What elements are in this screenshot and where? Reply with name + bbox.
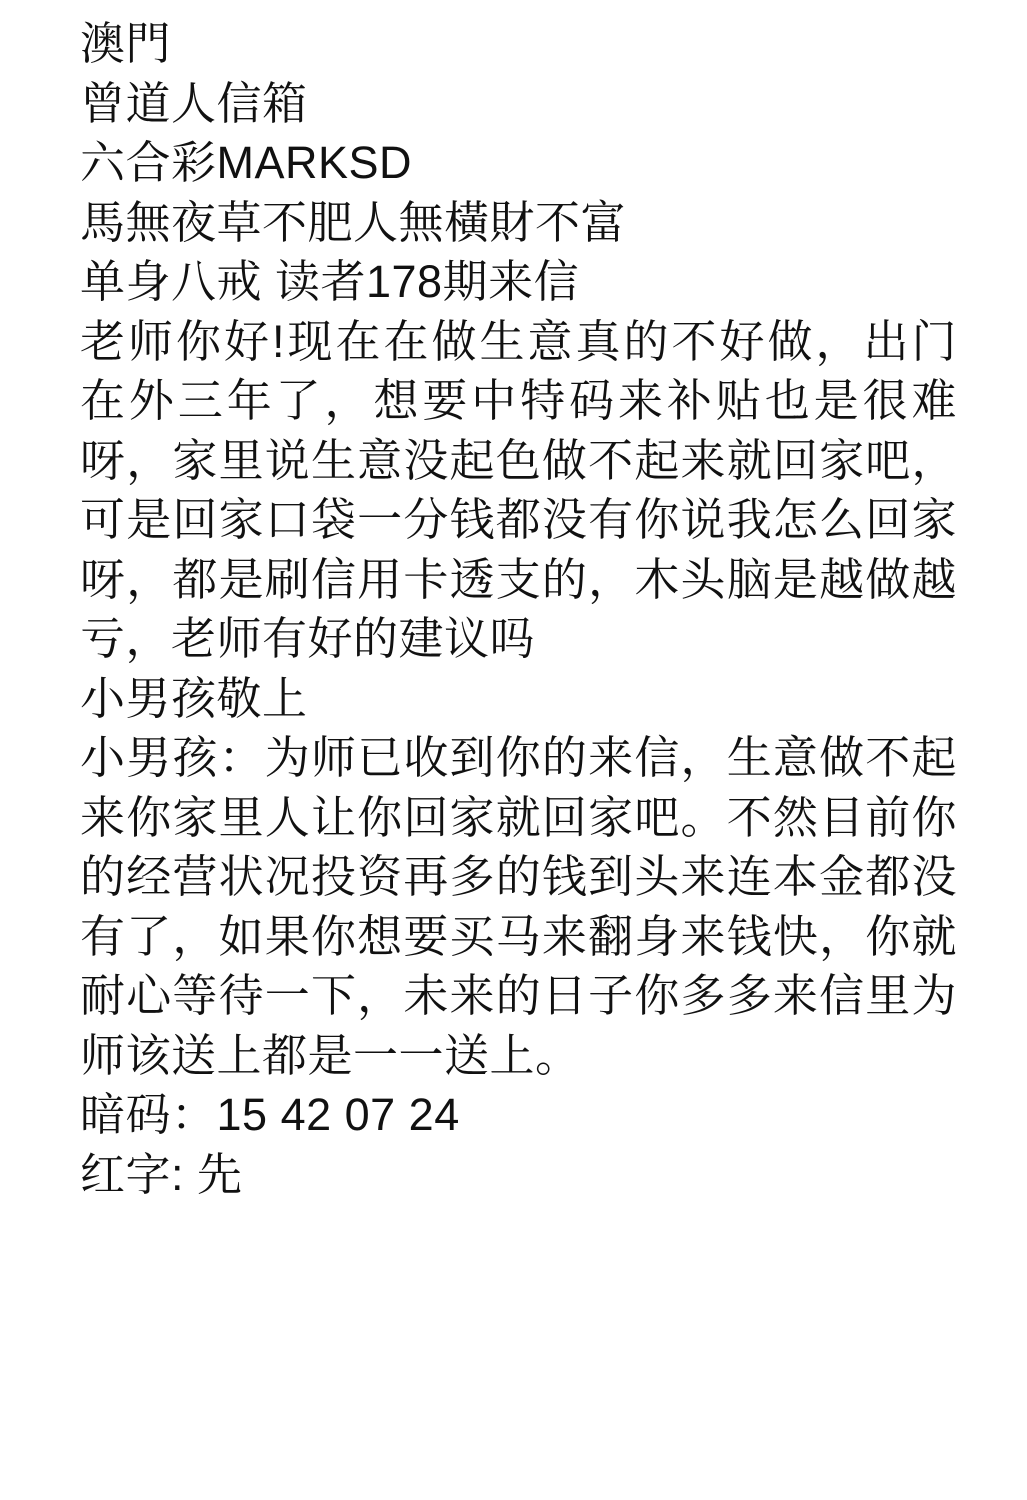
letter-body: 老师你好!现在在做生意真的不好做，出门在外三年了，想要中特码来补贴也是很难呀，家里说生意没起色做不起来就回家吧，可是回家口袋一分钱都没有你说我怎么回家呀，都是刷信用卡透支的，木头脑是越做越亏，老师有好的建议吗: [80, 315, 957, 664]
secret-code-label: 暗码：: [80, 1089, 217, 1140]
secret-code-value: 15 42 07 24: [216, 1089, 460, 1140]
secret-code-row: [80, 1085, 957, 1145]
heading-line-issue: 单身八戒 读者178期来信: [80, 256, 580, 307]
letter-signature: 小男孩敬上: [80, 672, 308, 724]
red-word-value: 先: [197, 1148, 243, 1200]
reply-body: 小男孩：为师已收到你的来信，生意做不起来你家里人让你回家就回家吧。不然目前你的经营状况投资再多的钱到头来连本金都没有了，如果你想要买马来翻身来钱快，你就耐心等待一下，未来的日子你多多来信里为师该送上都是一一送上。: [80, 732, 957, 1081]
red-word-spacer: [184, 1149, 197, 1200]
red-word-row: [80, 1145, 957, 1205]
heading-line-proverb: 馬無夜草不肥人無橫財不富: [80, 196, 627, 248]
heading-line-lottery: 六合彩MARKSD: [80, 137, 413, 188]
heading-line-mailbox: 曾道人信箱: [80, 77, 308, 129]
heading-line-region: 澳門: [80, 18, 172, 69]
red-word-label: 红字:: [80, 1148, 185, 1200]
